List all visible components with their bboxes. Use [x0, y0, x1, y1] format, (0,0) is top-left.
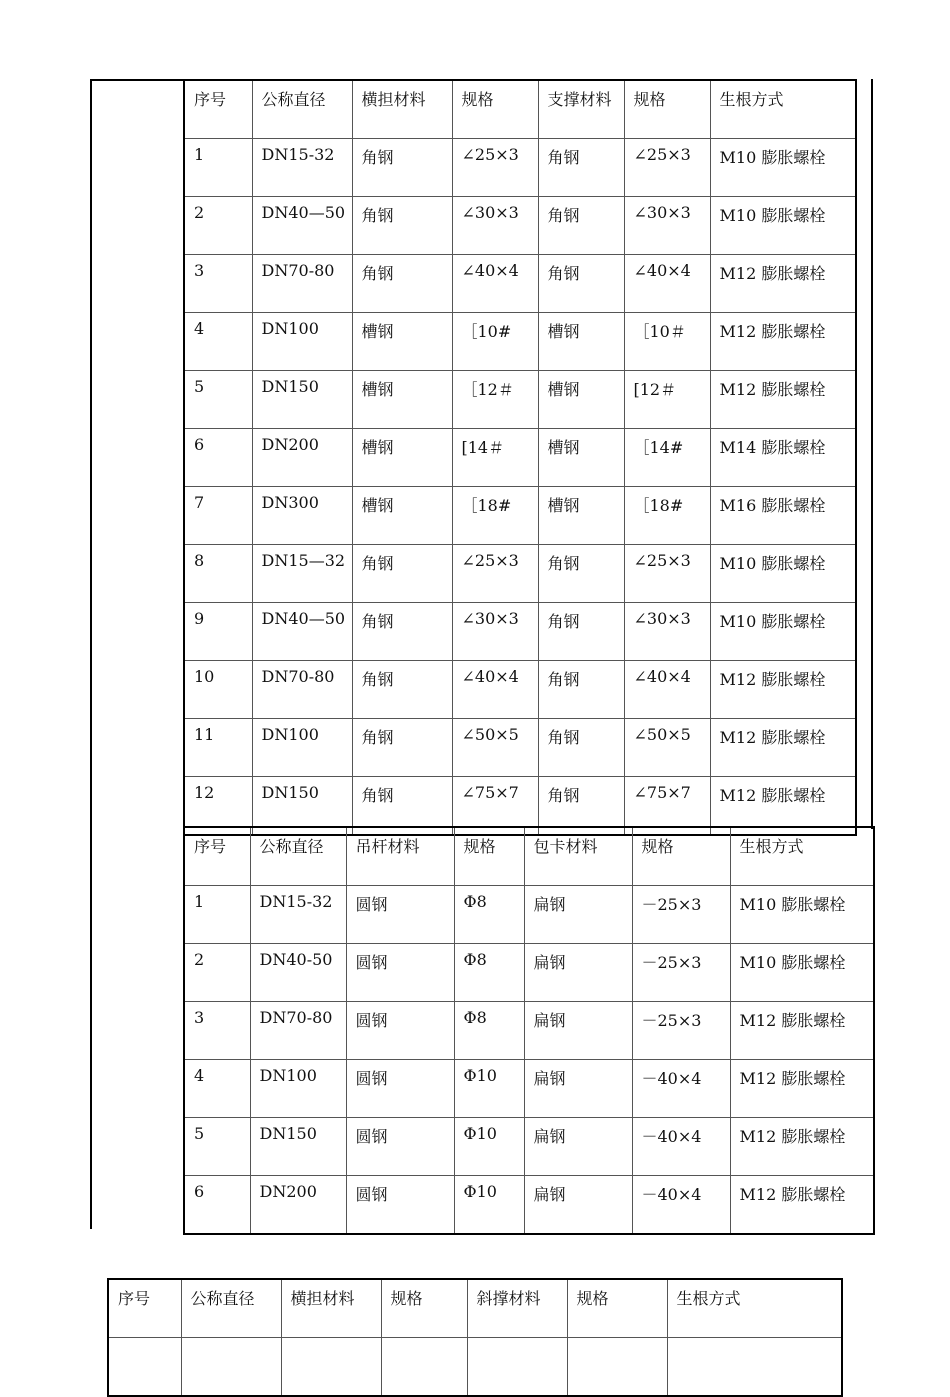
table-cell: M12 膨胀螺栓 — [710, 661, 856, 719]
column-header: 序号 — [108, 1279, 181, 1338]
table-row — [184, 1002, 874, 1060]
table-cell: M12 膨胀螺栓 — [710, 371, 856, 429]
table-cell — [567, 1338, 667, 1397]
table-cell: ∠30×3 — [452, 603, 538, 661]
table-cell: Φ10 — [454, 1060, 524, 1118]
table-cell: 圆钢 — [346, 1118, 454, 1176]
table-cell: DN40-50 — [250, 944, 346, 1002]
table-cell: DN15—32 — [252, 545, 352, 603]
table-cell: 5 — [184, 1118, 250, 1176]
table-cell: 槽钢 — [352, 487, 452, 545]
table-cell: 角钢 — [538, 255, 624, 313]
table-cell: ∠30×3 — [624, 603, 710, 661]
table-cell: [14＃ — [452, 429, 538, 487]
table-cell: ∠75×7 — [452, 777, 538, 836]
table-cell: DN15-32 — [250, 886, 346, 944]
table-cell: DN200 — [252, 429, 352, 487]
table-cell: DN100 — [252, 313, 352, 371]
outer-frame-left-line — [90, 79, 92, 1229]
column-header: 斜撑材料 — [467, 1279, 567, 1338]
table-cell: Φ10 — [454, 1176, 524, 1235]
table-cell: 1 — [184, 886, 250, 944]
table-cell: DN150 — [250, 1118, 346, 1176]
table-cell: 槽钢 — [352, 313, 452, 371]
table-cell: 角钢 — [352, 197, 452, 255]
table-cell: DN200 — [250, 1176, 346, 1235]
table-cell: 扁钢 — [524, 1002, 632, 1060]
table-cell: DN70-80 — [252, 255, 352, 313]
column-header: 横担材料 — [352, 80, 452, 139]
table-cell: 角钢 — [538, 545, 624, 603]
table-cell — [108, 1338, 181, 1397]
table-row — [184, 371, 856, 429]
column-header: 生根方式 — [730, 827, 874, 886]
table-cell: DN40—50 — [252, 603, 352, 661]
table-row — [184, 255, 856, 313]
table-cell: 扁钢 — [524, 1060, 632, 1118]
table-cell: DN300 — [252, 487, 352, 545]
hanger-support-table-3 — [107, 1278, 843, 1397]
table-cell: M10 膨胀螺栓 — [710, 139, 856, 197]
table-row — [184, 603, 856, 661]
table-cell: 角钢 — [352, 719, 452, 777]
header-row — [184, 827, 874, 886]
table-row — [184, 545, 856, 603]
table-cell: ［18# — [624, 487, 710, 545]
table-cell — [667, 1338, 842, 1397]
table-cell: DN40—50 — [252, 197, 352, 255]
table-cell: M12 膨胀螺栓 — [730, 1118, 874, 1176]
column-header: 序号 — [184, 80, 252, 139]
table-cell: 槽钢 — [538, 313, 624, 371]
table-cell: 角钢 — [352, 545, 452, 603]
table-cell: ［10# — [452, 313, 538, 371]
table-cell: 角钢 — [352, 777, 452, 836]
table-cell: ［18# — [452, 487, 538, 545]
column-header: 规格 — [567, 1279, 667, 1338]
table-cell: 角钢 — [352, 661, 452, 719]
table-cell: ∠50×5 — [452, 719, 538, 777]
table-cell: M10 膨胀螺栓 — [730, 886, 874, 944]
table-cell: ∠25×3 — [452, 545, 538, 603]
table-cell: 4 — [184, 313, 252, 371]
table-cell: －25×3 — [632, 1002, 730, 1060]
column-header: 规格 — [632, 827, 730, 886]
table-cell: 圆钢 — [346, 944, 454, 1002]
table-cell: 槽钢 — [538, 487, 624, 545]
column-header: 公称直径 — [250, 827, 346, 886]
table-cell: ∠25×3 — [624, 139, 710, 197]
table-cell: M12 膨胀螺栓 — [730, 1060, 874, 1118]
table-cell: ∠40×4 — [452, 255, 538, 313]
table-cell: 3 — [184, 255, 252, 313]
table-cell: 11 — [184, 719, 252, 777]
table-cell: 扁钢 — [524, 886, 632, 944]
table-row — [184, 429, 856, 487]
table-cell: 2 — [184, 197, 252, 255]
table-cell: 圆钢 — [346, 1002, 454, 1060]
table-cell: －40×4 — [632, 1060, 730, 1118]
table-cell: 槽钢 — [352, 429, 452, 487]
table-cell: M16 膨胀螺栓 — [710, 487, 856, 545]
table-cell: DN100 — [252, 719, 352, 777]
table-row — [184, 719, 856, 777]
table-cell: 7 — [184, 487, 252, 545]
table-cell: M12 膨胀螺栓 — [730, 1002, 874, 1060]
column-header: 吊杆材料 — [346, 827, 454, 886]
table-cell: 槽钢 — [352, 371, 452, 429]
table-cell: 角钢 — [538, 777, 624, 836]
column-header: 规格 — [452, 80, 538, 139]
table-cell — [181, 1338, 281, 1397]
table-cell: 6 — [184, 429, 252, 487]
table-cell: ［10＃ — [624, 313, 710, 371]
table-cell: M12 膨胀螺栓 — [710, 719, 856, 777]
table-cell: M12 膨胀螺栓 — [710, 313, 856, 371]
table-row — [184, 944, 874, 1002]
table-cell: M12 膨胀螺栓 — [710, 777, 856, 836]
table-cell: 3 — [184, 1002, 250, 1060]
table-cell: 8 — [184, 545, 252, 603]
column-header: 包卡材料 — [524, 827, 632, 886]
table-cell: DN150 — [252, 371, 352, 429]
column-header: 公称直径 — [252, 80, 352, 139]
table-cell: Φ8 — [454, 944, 524, 1002]
table-cell: DN70-80 — [250, 1002, 346, 1060]
column-header: 生根方式 — [710, 80, 856, 139]
table-cell: ∠40×4 — [452, 661, 538, 719]
table-cell: ∠50×5 — [624, 719, 710, 777]
table-row — [184, 1060, 874, 1118]
column-header: 序号 — [184, 827, 250, 886]
table-row — [184, 197, 856, 255]
hanger-support-table-2 — [183, 826, 875, 1235]
table-cell: M10 膨胀螺栓 — [710, 545, 856, 603]
table-cell: ∠25×3 — [452, 139, 538, 197]
table-cell: 角钢 — [352, 255, 452, 313]
table-cell: ∠40×4 — [624, 255, 710, 313]
table-cell: M14 膨胀螺栓 — [710, 429, 856, 487]
table-cell: 角钢 — [352, 139, 452, 197]
table-row — [184, 487, 856, 545]
table-cell: 5 — [184, 371, 252, 429]
table-cell: Φ8 — [454, 1002, 524, 1060]
table-cell: ∠30×3 — [624, 197, 710, 255]
outer-frame-right-line — [871, 79, 873, 829]
table-cell: ［14# — [624, 429, 710, 487]
table-cell: 4 — [184, 1060, 250, 1118]
table-cell: Φ8 — [454, 886, 524, 944]
table-cell: 角钢 — [538, 661, 624, 719]
column-header: 规格 — [454, 827, 524, 886]
table-cell: 角钢 — [538, 197, 624, 255]
table-cell: －40×4 — [632, 1118, 730, 1176]
table-cell: DN100 — [250, 1060, 346, 1118]
table-cell: 扁钢 — [524, 944, 632, 1002]
table-cell: 角钢 — [352, 603, 452, 661]
column-header: 规格 — [624, 80, 710, 139]
column-header: 横担材料 — [281, 1279, 381, 1338]
table-row — [184, 661, 856, 719]
hanger-support-table-1 — [183, 79, 857, 836]
table-cell: M10 膨胀螺栓 — [710, 603, 856, 661]
table-cell: ［12＃ — [452, 371, 538, 429]
column-header: 公称直径 — [181, 1279, 281, 1338]
table-cell: －25×3 — [632, 944, 730, 1002]
table-cell: 12 — [184, 777, 252, 836]
table-cell: －40×4 — [632, 1176, 730, 1235]
table-cell: Φ10 — [454, 1118, 524, 1176]
table-cell: 9 — [184, 603, 252, 661]
outer-frame-top-line — [90, 79, 184, 81]
table-cell — [467, 1338, 567, 1397]
header-row — [184, 80, 856, 139]
table-cell: ∠30×3 — [452, 197, 538, 255]
table-row — [184, 1118, 874, 1176]
table-cell: DN150 — [252, 777, 352, 836]
table-cell: 扁钢 — [524, 1118, 632, 1176]
table-cell: 圆钢 — [346, 886, 454, 944]
table-cell: [12＃ — [624, 371, 710, 429]
table-cell: M12 膨胀螺栓 — [730, 1176, 874, 1235]
table-cell: ∠75×7 — [624, 777, 710, 836]
table-cell: 扁钢 — [524, 1176, 632, 1235]
column-header: 规格 — [381, 1279, 467, 1338]
table-cell: 圆钢 — [346, 1060, 454, 1118]
table-cell — [281, 1338, 381, 1397]
table-cell — [381, 1338, 467, 1397]
table-cell: DN15-32 — [252, 139, 352, 197]
table-cell: M12 膨胀螺栓 — [710, 255, 856, 313]
header-row — [108, 1279, 842, 1338]
table-row — [108, 1338, 842, 1397]
table-cell: M10 膨胀螺栓 — [730, 944, 874, 1002]
table-row — [184, 139, 856, 197]
table-cell: ∠25×3 — [624, 545, 710, 603]
table-row — [184, 1176, 874, 1235]
table-cell: 10 — [184, 661, 252, 719]
table-cell: 1 — [184, 139, 252, 197]
table-cell: DN70-80 — [252, 661, 352, 719]
table-cell: 圆钢 — [346, 1176, 454, 1235]
table-cell: ∠40×4 — [624, 661, 710, 719]
table-cell: 角钢 — [538, 139, 624, 197]
table-row — [184, 313, 856, 371]
table-cell: 6 — [184, 1176, 250, 1235]
table-cell: 槽钢 — [538, 371, 624, 429]
table-cell: －25×3 — [632, 886, 730, 944]
table-cell: M10 膨胀螺栓 — [710, 197, 856, 255]
table-cell: 角钢 — [538, 719, 624, 777]
table-cell: 角钢 — [538, 603, 624, 661]
table-row — [184, 886, 874, 944]
column-header: 生根方式 — [667, 1279, 842, 1338]
table-cell: 2 — [184, 944, 250, 1002]
column-header: 支撑材料 — [538, 80, 624, 139]
table-cell: 槽钢 — [538, 429, 624, 487]
